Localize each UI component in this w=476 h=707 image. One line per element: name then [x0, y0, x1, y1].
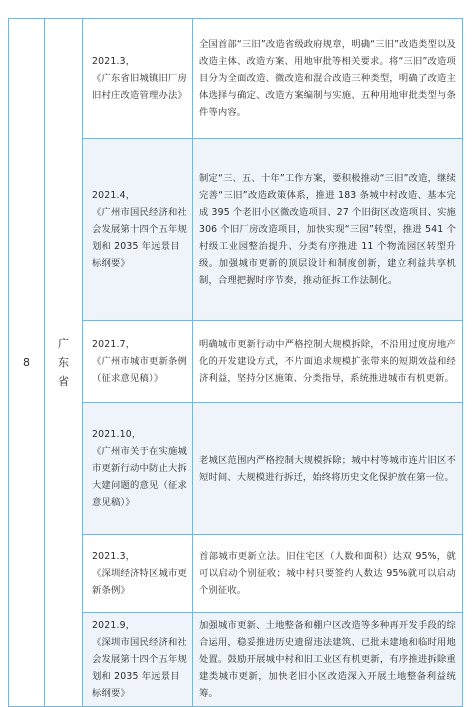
province-name: 广东省 — [58, 337, 69, 388]
document-title: 《广州市国民经济和社会发展第十四个五年规划和 2035 年远景目标纲要》 — [92, 207, 187, 269]
description-cell — [193, 139, 463, 321]
document-title: 《深圳经济特区城市更新条例》 — [92, 568, 187, 596]
description-cell — [193, 321, 463, 403]
document-date: 2021.10， — [92, 429, 142, 440]
document-title: 《深圳市国民经济和社会发展第十四个五年规划和 2035 年远景目标纲要》 — [92, 637, 187, 699]
document-date: 2021.4， — [92, 190, 136, 201]
document-cell — [83, 613, 193, 707]
document-cell — [83, 321, 193, 403]
policy-table — [8, 18, 463, 707]
row-number: 8 — [23, 356, 30, 369]
description-cell — [193, 19, 463, 139]
row-number-cell — [9, 19, 45, 707]
document-date: 2021.3， — [92, 56, 136, 67]
document-cell — [83, 403, 193, 535]
description-text: 制定“三、五、十年”工作方案，要积极推动“三旧”改造，继续完善“三旧”改造政策体系，推进 183 条城中村改造、基本完成 395 个老旧小区微改造项目、27 个旧街区改造项目、实施 306 个旧厂房改造项目，加快实现“三园”转型，推进 541 个村级工业园整治提升、分类有序推进 11 个物流园区转型升级。加强城市更新的顶层设计和制度创新，建立利益共享机制，合理把握时序节奏，推动征拆工作法制化。 — [199, 173, 456, 286]
description-text: 全国首部“三旧”改造省级政府规章，明确“三旧”改造类型以及改造主体、改造方案、用地审批等相关要求。将“三旧”改造项目分为全面改造、微改造和混合改造三种类型，明确了改造主体选择与确定、改造方案编制与实施、五种用地审批类型与条件等内容。 — [199, 39, 456, 118]
description-text: 首部城市更新立法。旧住宅区（人数和面积）达双 95%，就可以启动个别征收；城中村只要签约人数达 95%就可以启动个别征收。 — [199, 551, 456, 596]
description-cell — [193, 613, 463, 707]
description-text: 老城区范围内严格控制大规模拆除；城中村等城市连片旧区不短时间、大规模进行拆迁，始终将历史文化保护放在第一位。 — [199, 454, 456, 483]
description-cell — [193, 403, 463, 535]
document-date: 2021.9， — [92, 620, 136, 631]
description-cell — [193, 535, 463, 613]
table-row — [9, 19, 463, 139]
document-title: 《广州市城市更新条例（征求意见稿）》 — [92, 356, 187, 384]
province-cell — [45, 19, 83, 707]
document-cell — [83, 139, 193, 321]
description-text: 明确城市更新行动中严格控制大规模拆除，不沿用过度房地产化的开发建设方式，不片面追求规模扩张带来的短期效益和经济利益，坚持分区施策、分类指导，系统推进城市有机更新。 — [199, 339, 456, 384]
document-cell — [83, 535, 193, 613]
description-text: 加强城市更新、土地整备和棚户区改造等多种再开发手段的综合运用，稳妥推进历史遗留违法建筑、已批未建地和临时用地处置。鼓励开展城中村和旧工业区有机更新，有序推进拆除重建类城市更新，加快老旧小区改造深入开展土地整备利益统筹。 — [199, 620, 456, 699]
document-title: 《广东省旧城镇旧厂房旧村庄改造管理办法》 — [92, 73, 187, 101]
document-date: 2021.3， — [92, 551, 136, 562]
document-title: 《广州市关于在实施城市更新行动中防止大拆大建问题的意见（征求意见稿）》 — [92, 446, 187, 508]
document-date: 2021.7， — [92, 339, 136, 350]
document-cell — [83, 19, 193, 139]
